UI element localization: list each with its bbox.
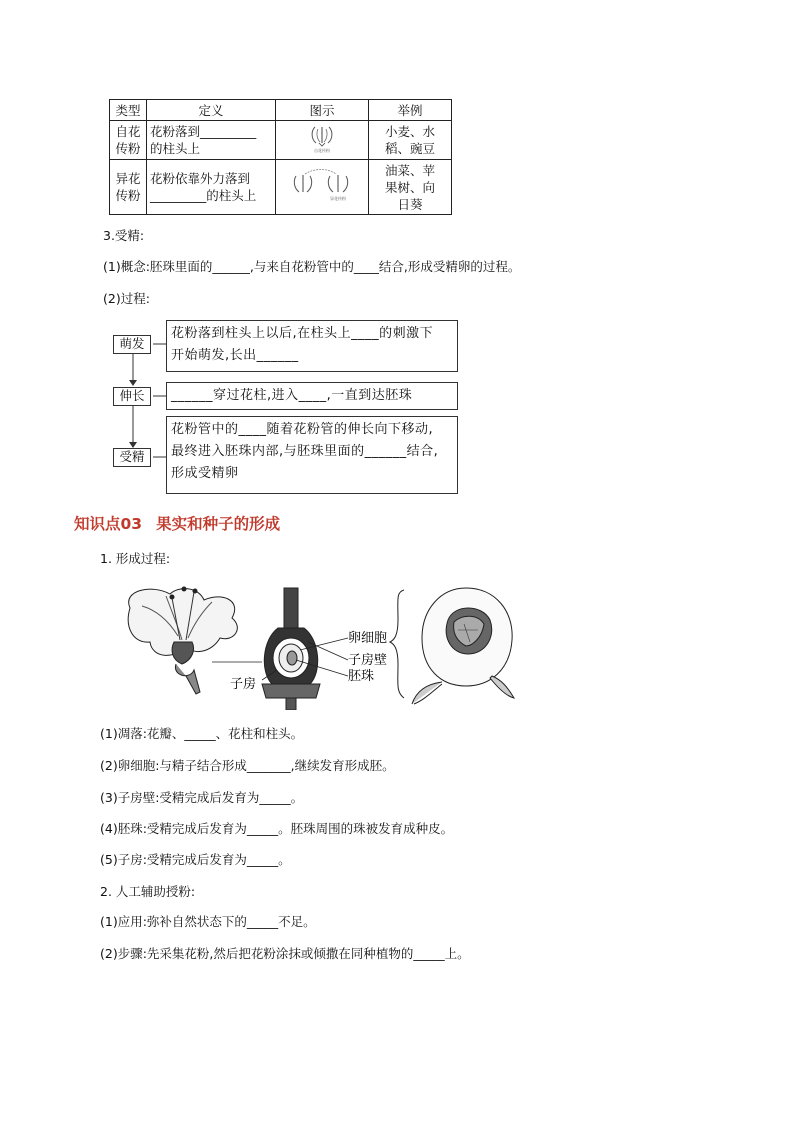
table-row bbox=[110, 121, 452, 160]
cross-pollination-figure bbox=[290, 168, 354, 202]
label-egg-cell: 卵细胞 bbox=[348, 631, 388, 646]
formation-item-1: (1)凋落:花瓣、_____、花柱和柱头。 bbox=[100, 726, 304, 741]
formation-item-5: (5)子房:受精完成后发育为_____。 bbox=[100, 852, 291, 867]
definition-line: 花粉落到_________ bbox=[150, 124, 257, 139]
definition-line: _________的柱头上 bbox=[150, 188, 257, 203]
section-code: 知识点03 bbox=[74, 515, 143, 533]
type-line: 传粉 bbox=[115, 141, 141, 156]
definition-line: 的柱头上 bbox=[150, 141, 201, 156]
formation-title: 1. 形成过程: bbox=[100, 551, 171, 566]
process-line: ______穿过花柱,进入____,一直到达胚珠 bbox=[171, 388, 413, 403]
example-line: 油菜、苹 bbox=[384, 162, 435, 178]
example-line: 日葵 bbox=[397, 196, 423, 212]
section-heading bbox=[74, 512, 280, 534]
table-cell-type bbox=[110, 160, 147, 215]
process-line: 开始萌发,长出______ bbox=[171, 348, 299, 363]
type-line: 自花 bbox=[115, 124, 141, 139]
process-line: 花粉管中的____随着花粉管的伸长向下移动, bbox=[171, 422, 434, 437]
process-box-germination bbox=[166, 320, 458, 372]
table-cell-type bbox=[110, 121, 147, 160]
bracket-icon bbox=[390, 590, 404, 698]
table-cell-example bbox=[369, 121, 452, 160]
pollination-table bbox=[109, 99, 452, 215]
table-cell-figure bbox=[276, 160, 369, 215]
table-header-definition: 定义 bbox=[147, 100, 276, 121]
process-box-fertilization bbox=[166, 416, 458, 494]
table-cell-example bbox=[369, 160, 452, 215]
example-line: 小麦、水 bbox=[384, 124, 435, 139]
fruit-illustration bbox=[412, 588, 514, 704]
process-line: 形成受精卵 bbox=[171, 466, 239, 481]
type-line: 传粉 bbox=[115, 188, 141, 203]
label-ovary-wall: 子房壁 bbox=[348, 653, 388, 668]
formation-item-2: (2)卵细胞:与精子结合形成_______,继续发育形成胚。 bbox=[100, 758, 395, 773]
process-box-elongation bbox=[166, 382, 458, 410]
formation-item-3: (3)子房壁:受精完成后发育为_____。 bbox=[100, 790, 304, 805]
section-title: 果实和种子的形成 bbox=[156, 515, 281, 533]
table-header-example: 举例 bbox=[369, 100, 452, 121]
artificial-item-2: (2)步骤:先采集花粉,然后把花粉涂抹或倾撒在同种植物的_____上。 bbox=[100, 946, 470, 961]
example-line: 稻、豌豆 bbox=[384, 141, 435, 156]
fertilization-concept: (1)概念:胚珠里面的______,与来自花粉管中的____结合,形成受精卵的过程。 bbox=[103, 259, 521, 274]
table-header-type: 类型 bbox=[110, 100, 147, 121]
label-ovary: 子房 bbox=[230, 677, 257, 692]
type-line: 异花 bbox=[115, 171, 141, 186]
step-germination: 萌发 bbox=[113, 335, 151, 354]
figure-caption: 自花传粉 bbox=[314, 148, 330, 153]
example-line: 果树、向 bbox=[384, 179, 435, 195]
fruit-formation-diagram bbox=[112, 580, 532, 710]
table-header-row bbox=[110, 100, 452, 121]
figure-caption: 异花传粉 bbox=[330, 196, 346, 201]
pistil-illustration bbox=[262, 588, 320, 710]
definition-line: 花粉依靠外力落到 bbox=[150, 171, 251, 186]
self-pollination-figure bbox=[305, 123, 339, 153]
step-fertilization: 受精 bbox=[113, 448, 151, 467]
artificial-item-1: (1)应用:弥补自然状态下的_____不足。 bbox=[100, 914, 316, 929]
process-line: 最终进入胚珠内部,与胚珠里面的______结合, bbox=[171, 444, 439, 459]
flower-illustration bbox=[128, 587, 237, 694]
label-ovule: 胚珠 bbox=[348, 669, 375, 684]
table-cell-figure bbox=[276, 121, 369, 160]
table-row bbox=[110, 160, 452, 215]
process-line: 花粉落到柱头上以后,在柱头上____的刺激下 bbox=[171, 326, 434, 341]
table-cell-definition bbox=[147, 121, 276, 160]
fertilization-process-title: (2)过程: bbox=[103, 291, 150, 306]
table-cell-definition bbox=[147, 160, 276, 215]
artificial-title: 2. 人工辅助授粉: bbox=[100, 884, 196, 899]
fertilization-title: 3.受精: bbox=[103, 228, 145, 243]
step-elongation: 伸长 bbox=[113, 387, 151, 406]
table-header-figure: 图示 bbox=[276, 100, 369, 121]
formation-item-4: (4)胚珠:受精完成后发育为_____。胚珠周围的珠被发育成种皮。 bbox=[100, 821, 454, 836]
